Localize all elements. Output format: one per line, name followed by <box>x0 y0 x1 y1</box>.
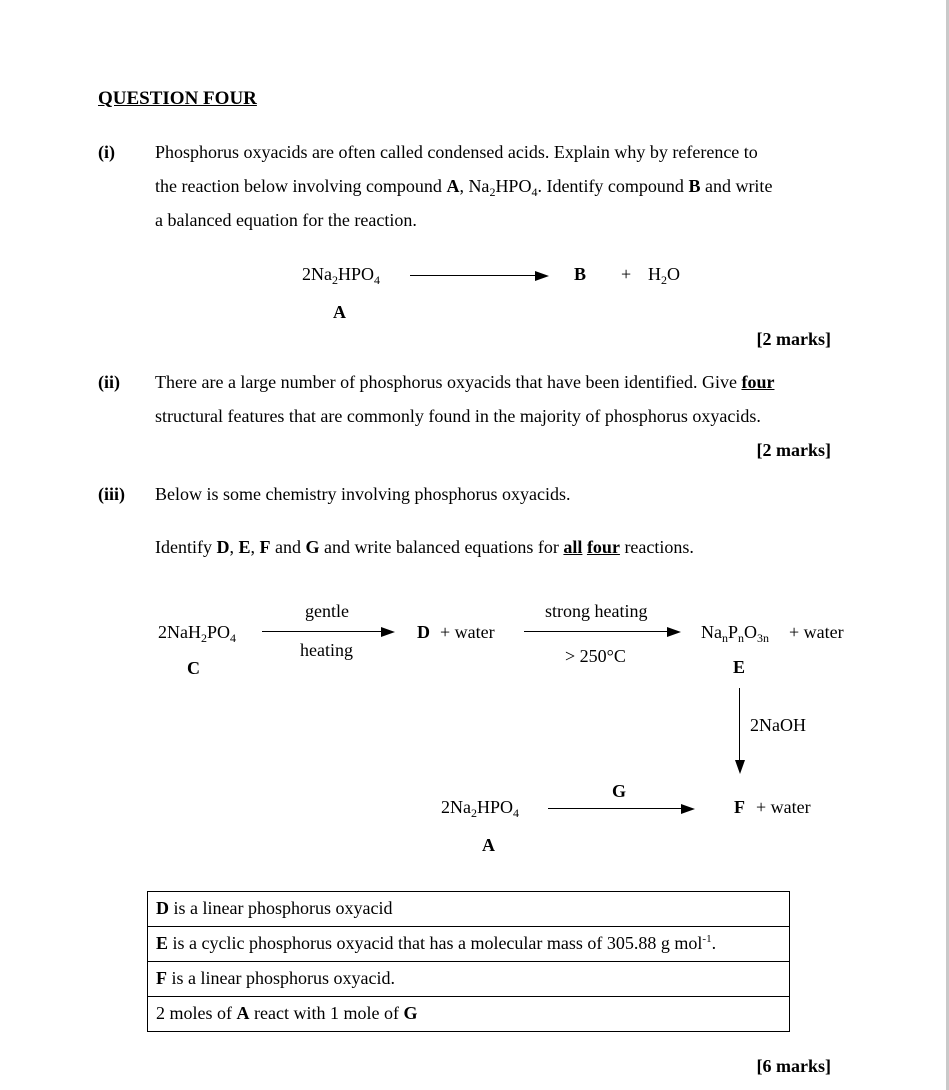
part-ii-line-2: structural features that are commonly found in the majority of phosphorus oxyacids. <box>155 406 761 426</box>
part-iii-label: (iii) <box>98 484 125 504</box>
clue-e: E is a cyclic phosphorus oxyacid that has a molecular mass of 305.88 g mol$^{-1}$. <box>148 927 790 962</box>
arrow3-line <box>739 688 740 762</box>
part-i-marks: [2 marks] <box>756 329 831 349</box>
arrow2-bottom-label: > 250°C <box>565 646 626 666</box>
clue-g: 2 moles of A react with 1 mole of G <box>148 997 790 1032</box>
arrow2-line <box>524 631 670 632</box>
scheme-e-label: E <box>733 657 746 677</box>
eq1-reactant: $2Na_2HPO_4$ <box>302 264 381 287</box>
arrow3-head <box>735 760 745 774</box>
part-ii-text <box>155 365 835 433</box>
arrow4-top-label: G <box>612 781 627 801</box>
part-i-label: (i) <box>98 142 115 162</box>
eq1-arrow-line <box>410 275 538 276</box>
arrow1-line <box>262 631 384 632</box>
scheme-e-formula: $Na_nP_nO_{3n}$ <box>701 622 770 645</box>
scheme-f-label: F <box>734 797 745 817</box>
scheme-f-water: + water <box>756 797 811 817</box>
part-i-line-3: a balanced equation for the reaction. <box>155 210 417 230</box>
part-i-text <box>155 135 835 237</box>
part-iii-marks: [6 marks] <box>756 1056 831 1076</box>
part-ii-line-1: There are a large number of phosphorus oxyacids that have been identified. Give four <box>155 372 775 392</box>
arrow3-label: 2NaOH <box>750 715 806 735</box>
eq1-plus: + <box>621 264 632 284</box>
clue-f: F is a linear phosphorus oxyacid. <box>148 962 790 997</box>
eq1-label-a: A <box>333 302 346 322</box>
arrow4-head <box>681 804 695 814</box>
question-title: QUESTION FOUR <box>98 88 257 109</box>
scheme-a-formula: $2Na_2HPO_4$ <box>441 797 520 820</box>
scheme-c-label: C <box>187 658 200 678</box>
arrow1-bottom-label: heating <box>300 640 353 660</box>
clue-d: D is a linear phosphorus oxyacid <box>148 892 790 927</box>
arrow4-line <box>548 808 684 809</box>
scheme-e-water: + water <box>789 622 844 642</box>
table-row <box>148 997 790 1032</box>
part-iii-intro: Below is some chemistry involving phosphorus oxyacids. <box>155 484 571 504</box>
eq1-product-b: B <box>574 264 587 284</box>
part-i-line-2: the reaction below involving compound A, $Na_2HPO_4$. Identify compound B and write <box>155 176 773 199</box>
eq1-water: $H_2O$ <box>648 264 680 287</box>
scheme-a-label: A <box>482 835 495 855</box>
part-i-line-1: Phosphorus oxyacids are often called condensed acids. Explain why by reference to <box>155 142 758 162</box>
scheme-c-formula: $2NaH_2PO_4$ <box>158 622 237 645</box>
arrow2-head <box>667 627 681 637</box>
part-ii-marks: [2 marks] <box>756 440 831 460</box>
arrow1-top-label: gentle <box>305 601 349 621</box>
table-row <box>148 927 790 962</box>
clue-table <box>147 891 790 1032</box>
scheme-d-water: + water <box>440 622 495 642</box>
eq1-arrow-head <box>535 271 549 281</box>
scheme-d-label: D <box>417 622 430 642</box>
arrow1-head <box>381 627 395 637</box>
table-row <box>148 962 790 997</box>
part-iii-task: Identify D, E, F and G and write balanced equations for all four reactions. <box>155 537 694 557</box>
table-row <box>148 892 790 927</box>
arrow2-top-label: strong heating <box>545 601 648 621</box>
part-ii-label: (ii) <box>98 372 120 392</box>
